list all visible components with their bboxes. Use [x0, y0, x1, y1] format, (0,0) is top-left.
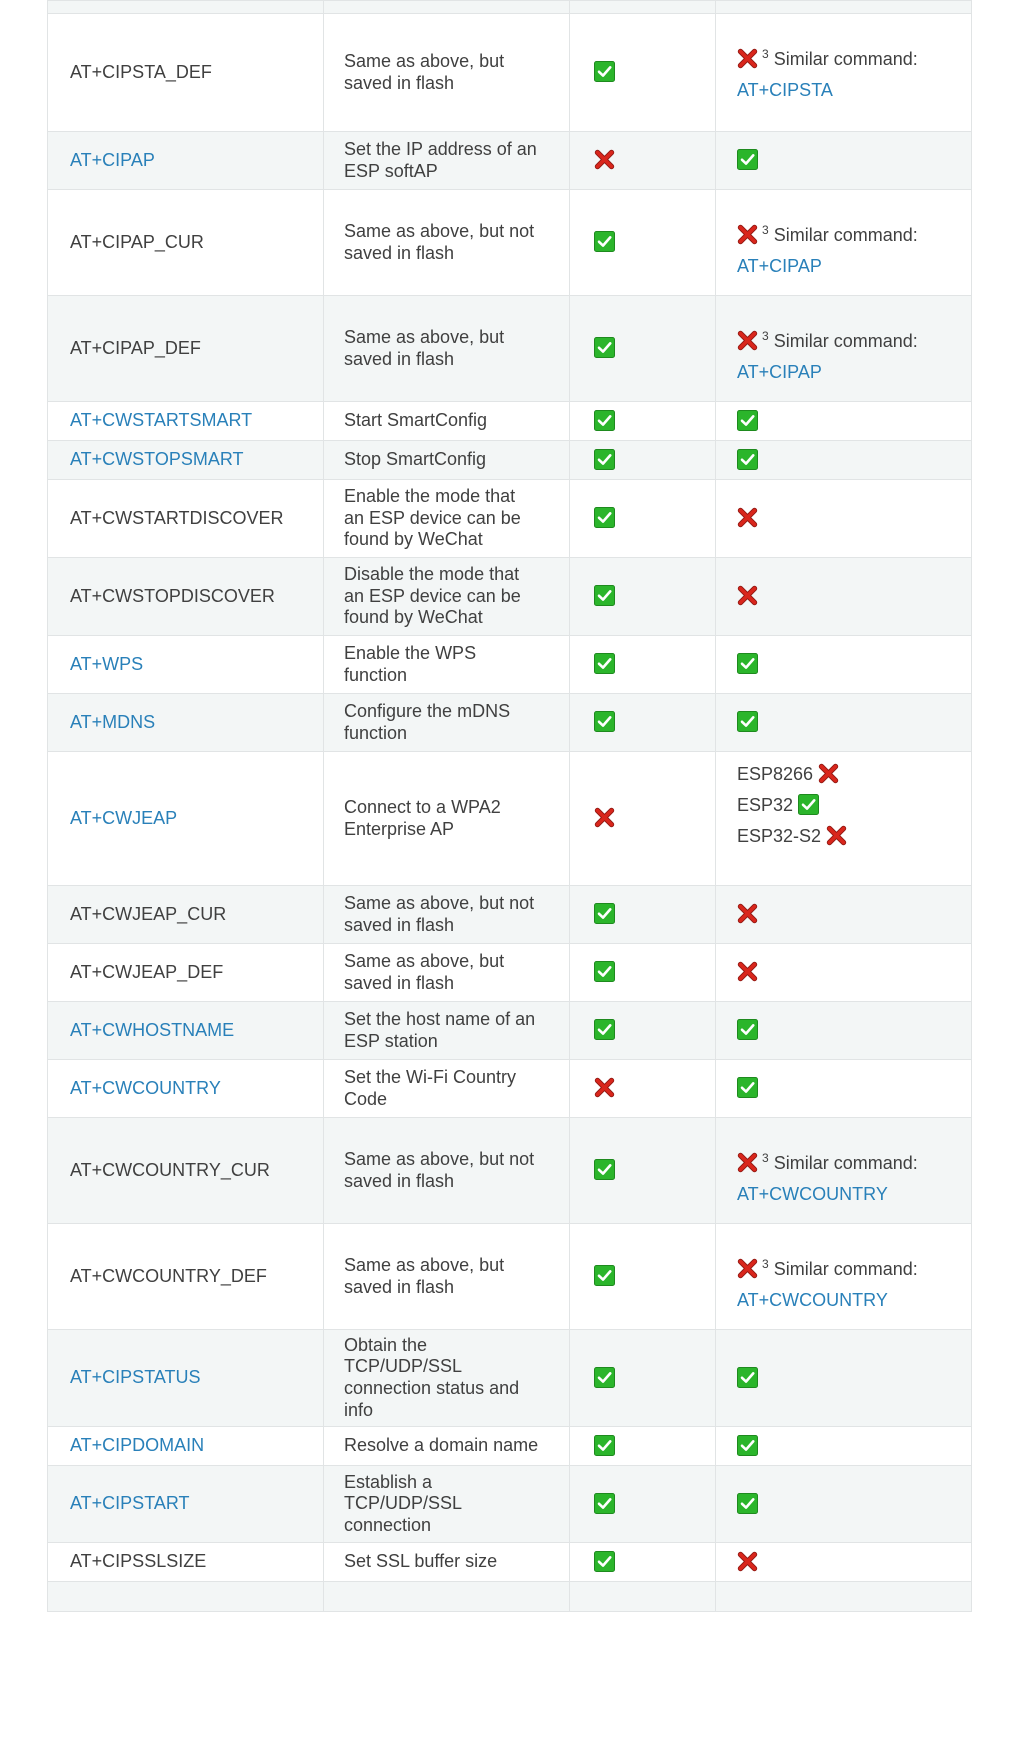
- description-cell: [324, 944, 570, 1002]
- command-name: AT+CIPAP_CUR: [70, 231, 204, 252]
- esp32-support-cell: [716, 1582, 972, 1612]
- esp32-support-cell: [716, 14, 972, 132]
- table-row: [48, 636, 972, 694]
- table-row: [48, 1427, 972, 1466]
- check-box-icon: [737, 711, 758, 732]
- command-cell: [48, 190, 324, 296]
- esp8266-support-cell: [570, 132, 716, 190]
- check-box-icon: [594, 1159, 615, 1180]
- description-cell: [324, 694, 570, 752]
- description-line: info: [344, 1399, 374, 1420]
- command-cell: [48, 1002, 324, 1060]
- check-box-icon: [594, 1493, 615, 1514]
- esp32-support-cell: [716, 1466, 972, 1543]
- check-box-icon: [798, 794, 819, 815]
- table-row: [48, 752, 972, 886]
- description-cell: [324, 1427, 570, 1466]
- description-cell: [324, 1466, 570, 1543]
- esp32-support-cell: [716, 190, 972, 296]
- description-cell: [324, 1224, 570, 1330]
- description-cell: [324, 558, 570, 636]
- description-line: Same as above, but: [344, 326, 505, 347]
- description-line: Same as above, but not: [344, 892, 535, 913]
- description-line: Set the IP address of an: [344, 138, 537, 159]
- table-row: [48, 1224, 972, 1330]
- similar-command-label: Similar command:: [773, 49, 918, 69]
- red-cross-icon: [737, 585, 758, 606]
- description-line: saved in flash: [344, 1276, 455, 1297]
- table-row: [48, 1330, 972, 1427]
- red-cross-icon: [737, 961, 758, 982]
- command-cell: [48, 636, 324, 694]
- description-line: Same as above, but: [344, 50, 505, 71]
- esp32-support-cell: [716, 402, 972, 441]
- description-line: connection: [344, 1514, 432, 1535]
- red-cross-icon: [737, 1152, 758, 1173]
- table-row: [48, 558, 972, 636]
- command-cell: [48, 14, 324, 132]
- esp8266-support-cell: [570, 1427, 716, 1466]
- description-line: saved in flash: [344, 348, 455, 369]
- esp8266-support-cell: [570, 636, 716, 694]
- similar-command-note: [737, 1148, 951, 1179]
- esp8266-support-cell: [570, 694, 716, 752]
- command-cell: [48, 1224, 324, 1330]
- description-line: an ESP device can be: [344, 507, 521, 528]
- description-line: Same as above, but not: [344, 1148, 535, 1169]
- chip-name: ESP8266: [737, 764, 814, 784]
- esp8266-support-cell: [570, 944, 716, 1002]
- similar-command-label: Similar command:: [773, 1259, 918, 1279]
- check-box-icon: [594, 1435, 615, 1456]
- command-name: AT+CWCOUNTRY_CUR: [70, 1159, 270, 1180]
- esp32-support-cell: [716, 132, 972, 190]
- check-box-icon: [594, 410, 615, 431]
- esp8266-support-cell: [570, 190, 716, 296]
- description-line: saved in flash: [344, 914, 455, 935]
- check-box-icon: [737, 410, 758, 431]
- table-row: [48, 296, 972, 402]
- esp32-support-cell: [716, 636, 972, 694]
- esp8266-support-cell: [570, 1466, 716, 1543]
- description-line: Connect to a WPA2: [344, 796, 501, 817]
- esp32-support-cell: [716, 480, 972, 558]
- similar-command-label: Similar command:: [773, 1153, 918, 1173]
- esp8266-support-cell: [570, 296, 716, 402]
- esp32-support-cell: [716, 944, 972, 1002]
- red-cross-icon: [737, 48, 758, 69]
- command-cell: [48, 694, 324, 752]
- description-line: Same as above, but: [344, 1254, 505, 1275]
- command-link[interactable]: AT+CWCOUNTRY: [70, 1077, 221, 1098]
- similar-command-link[interactable]: AT+CIPSTA: [737, 80, 833, 100]
- description-line: Stop SmartConfig: [344, 449, 487, 470]
- table-row: [48, 1466, 972, 1543]
- esp8266-support-cell: [570, 1330, 716, 1427]
- command-name: AT+CWSTOPDISCOVER: [70, 585, 275, 606]
- table-row: [48, 1002, 972, 1060]
- footnote-reference[interactable]: 3: [762, 329, 769, 343]
- command-link[interactable]: AT+CIPAP: [70, 149, 155, 170]
- description-cell: [324, 296, 570, 402]
- similar-command-label: Similar command:: [773, 331, 918, 351]
- similar-command-link[interactable]: AT+CIPAP: [737, 362, 822, 382]
- check-box-icon: [594, 1265, 615, 1286]
- description-line: function: [344, 722, 408, 743]
- command-link[interactable]: AT+CWHOSTNAME: [70, 1019, 235, 1040]
- check-box-icon: [737, 149, 758, 170]
- esp8266-support-cell: [570, 1224, 716, 1330]
- esp8266-support-cell: [570, 1060, 716, 1118]
- esp8266-support-cell: [570, 1002, 716, 1060]
- footnote-reference[interactable]: 3: [762, 1257, 769, 1271]
- description-line: ESP station: [344, 1030, 438, 1051]
- description-line: Same as above, but not: [344, 220, 535, 241]
- command-link[interactable]: AT+CIPDOMAIN: [70, 1435, 205, 1456]
- esp8266-support-cell: [570, 14, 716, 132]
- red-cross-icon: [737, 1551, 758, 1572]
- esp8266-support-cell: [570, 402, 716, 441]
- command-comparison-table: [47, 0, 972, 1612]
- check-box-icon: [594, 449, 615, 470]
- check-box-icon: [594, 507, 615, 528]
- description-cell: [324, 480, 570, 558]
- esp32-support-cell: [716, 558, 972, 636]
- description-line: Set SSL buffer size: [344, 1551, 498, 1572]
- command-name: AT+CWSTARTDISCOVER: [70, 507, 284, 528]
- command-name: AT+CWJEAP_DEF: [70, 961, 224, 982]
- esp32-support-cell: [716, 1330, 972, 1427]
- description-line: Start SmartConfig: [344, 410, 488, 431]
- description-line: saved in flash: [344, 1170, 455, 1191]
- esp8266-support-cell: [570, 752, 716, 886]
- check-box-icon: [594, 653, 615, 674]
- table-row: [48, 1118, 972, 1224]
- check-box-icon: [737, 1367, 758, 1388]
- description-line: function: [344, 664, 408, 685]
- description-cell: [324, 1330, 570, 1427]
- command-link[interactable]: AT+CWSTARTSMART: [70, 410, 253, 431]
- description-cell: [324, 636, 570, 694]
- similar-command-link[interactable]: AT+CWCOUNTRY: [737, 1290, 888, 1310]
- check-box-icon: [594, 585, 615, 606]
- command-link[interactable]: AT+MDNS: [70, 711, 156, 732]
- command-link[interactable]: AT+CWJEAP: [70, 807, 178, 828]
- similar-command-link[interactable]: AT+CWCOUNTRY: [737, 1184, 888, 1204]
- table-row: [48, 480, 972, 558]
- check-box-icon: [737, 449, 758, 470]
- esp8266-support-cell: [570, 1, 716, 14]
- command-cell: [48, 1543, 324, 1582]
- red-cross-icon: [737, 224, 758, 245]
- command-cell: [48, 1330, 324, 1427]
- check-box-icon: [594, 1551, 615, 1572]
- description-line: connection status and: [344, 1378, 520, 1398]
- command-link[interactable]: AT+WPS: [70, 653, 144, 674]
- description-cell: [324, 402, 570, 441]
- check-box-icon: [737, 1493, 758, 1514]
- description-line: TCP/UDP/SSL: [344, 1356, 463, 1377]
- check-box-icon: [594, 711, 615, 732]
- command-cell: [48, 441, 324, 480]
- check-box-icon: [594, 231, 615, 252]
- description-cell: [324, 441, 570, 480]
- esp8266-support-cell: [570, 886, 716, 944]
- command-name: AT+CIPSSLSIZE: [70, 1551, 207, 1572]
- description-cell: [324, 1060, 570, 1118]
- esp8266-support-cell: [570, 558, 716, 636]
- command-link[interactable]: AT+CIPSTART: [70, 1493, 190, 1514]
- command-cell: [48, 1060, 324, 1118]
- esp32-support-cell: [716, 1224, 972, 1330]
- command-cell: [48, 944, 324, 1002]
- command-name: AT+CWJEAP_CUR: [70, 903, 227, 924]
- command-comparison-table-container: [47, 0, 971, 1612]
- table-row: [48, 1582, 972, 1612]
- check-box-icon: [737, 653, 758, 674]
- esp32-support-cell: [716, 1118, 972, 1224]
- description-line: Same as above, but: [344, 950, 505, 971]
- description-line: Establish a: [344, 1471, 433, 1492]
- esp32-support-cell: [716, 296, 972, 402]
- table-row: [48, 402, 972, 441]
- table-row: [48, 694, 972, 752]
- description-line: Enable the WPS: [344, 642, 477, 663]
- esp8266-support-cell: [570, 441, 716, 480]
- command-cell: [48, 1118, 324, 1224]
- description-line: ESP softAP: [344, 160, 438, 181]
- red-cross-icon: [594, 807, 615, 828]
- similar-command-note: [737, 1254, 951, 1285]
- similar-command-note: [737, 220, 951, 251]
- table-row: [48, 1060, 972, 1118]
- table-row: [48, 132, 972, 190]
- esp32-support-cell: [716, 1543, 972, 1582]
- table-row: [48, 886, 972, 944]
- command-name: AT+CIPAP_DEF: [70, 337, 201, 358]
- description-line: Configure the mDNS: [344, 700, 511, 721]
- esp32-support-cell: [716, 1, 972, 14]
- similar-command-link[interactable]: AT+CIPAP: [737, 256, 822, 276]
- esp8266-support-cell: [570, 1118, 716, 1224]
- command-link[interactable]: AT+CWSTOPSMART: [70, 449, 244, 470]
- table-row: [48, 1, 972, 14]
- description-cell: [324, 14, 570, 132]
- footnote-reference[interactable]: 3: [762, 223, 769, 237]
- check-box-icon: [594, 337, 615, 358]
- check-box-icon: [594, 1019, 615, 1040]
- similar-command-note: [737, 44, 951, 75]
- command-cell: [48, 132, 324, 190]
- chip-name: ESP32: [737, 795, 794, 815]
- check-box-icon: [737, 1077, 758, 1098]
- table-row: [48, 944, 972, 1002]
- esp8266-support-cell: [570, 1543, 716, 1582]
- check-box-icon: [594, 61, 615, 82]
- chip-variant-support: [737, 821, 951, 852]
- description-line: Set the host name of an: [344, 1008, 536, 1029]
- description-line: Disable the mode that: [344, 564, 520, 585]
- table-row: [48, 441, 972, 480]
- red-cross-icon: [818, 763, 839, 784]
- description-line: Set the Wi-Fi Country: [344, 1066, 517, 1087]
- command-name: AT+CIPSTA_DEF: [70, 61, 212, 82]
- description-cell: [324, 886, 570, 944]
- command-cell: [48, 752, 324, 886]
- esp32-support-cell: [716, 886, 972, 944]
- command-cell: [48, 480, 324, 558]
- esp32-support-cell: [716, 694, 972, 752]
- description-cell: [324, 1582, 570, 1612]
- description-line: found by WeChat: [344, 607, 483, 628]
- description-line: found by WeChat: [344, 529, 483, 550]
- similar-command-note: [737, 326, 951, 357]
- command-cell: [48, 1582, 324, 1612]
- check-box-icon: [594, 903, 615, 924]
- command-cell: [48, 886, 324, 944]
- esp8266-support-cell: [570, 1582, 716, 1612]
- description-line: TCP/UDP/SSL: [344, 1493, 463, 1514]
- description-line: Enterprise AP: [344, 818, 455, 839]
- chip-name: ESP32-S2: [737, 826, 822, 846]
- esp32-support-cell: [716, 1002, 972, 1060]
- command-cell: [48, 402, 324, 441]
- red-cross-icon: [594, 1077, 615, 1098]
- command-name: AT+CWCOUNTRY_DEF: [70, 1265, 267, 1286]
- command-cell: [48, 1427, 324, 1466]
- table-row: [48, 14, 972, 132]
- red-cross-icon: [737, 507, 758, 528]
- esp32-support-cell: [716, 1060, 972, 1118]
- check-box-icon: [737, 1019, 758, 1040]
- red-cross-icon: [737, 330, 758, 351]
- check-box-icon: [594, 1367, 615, 1388]
- description-line: saved in flash: [344, 972, 455, 993]
- check-box-icon: [594, 961, 615, 982]
- table-body: [48, 1, 972, 1612]
- command-cell: [48, 1, 324, 14]
- description-line: saved in flash: [344, 242, 455, 263]
- chip-variant-support: [737, 759, 951, 790]
- check-box-icon: [737, 1435, 758, 1456]
- description-cell: [324, 190, 570, 296]
- esp8266-support-cell: [570, 480, 716, 558]
- description-cell: [324, 1543, 570, 1582]
- esp32-support-cell: [716, 441, 972, 480]
- red-cross-icon: [737, 903, 758, 924]
- description-cell: [324, 1, 570, 14]
- footnote-reference[interactable]: 3: [762, 1151, 769, 1165]
- similar-command-label: Similar command:: [773, 225, 918, 245]
- red-cross-icon: [737, 1258, 758, 1279]
- description-cell: [324, 132, 570, 190]
- description-line: an ESP device can be: [344, 585, 521, 606]
- description-line: Resolve a domain name: [344, 1435, 539, 1456]
- table-row: [48, 1543, 972, 1582]
- command-cell: [48, 1466, 324, 1543]
- description-line: Code: [344, 1088, 388, 1109]
- command-cell: [48, 558, 324, 636]
- description-cell: [324, 752, 570, 886]
- command-link[interactable]: AT+CIPSTATUS: [70, 1367, 201, 1388]
- description-line: Obtain the: [344, 1334, 428, 1355]
- table-row: [48, 190, 972, 296]
- esp32-support-cell: [716, 1427, 972, 1466]
- description-cell: [324, 1118, 570, 1224]
- chip-variant-support: [737, 790, 951, 821]
- esp32-support-cell: [716, 752, 972, 886]
- command-cell: [48, 296, 324, 402]
- footnote-reference[interactable]: 3: [762, 47, 769, 61]
- red-cross-icon: [594, 149, 615, 170]
- description-line: saved in flash: [344, 72, 455, 93]
- description-cell: [324, 1002, 570, 1060]
- description-line: Enable the mode that: [344, 486, 516, 507]
- red-cross-icon: [826, 825, 847, 846]
